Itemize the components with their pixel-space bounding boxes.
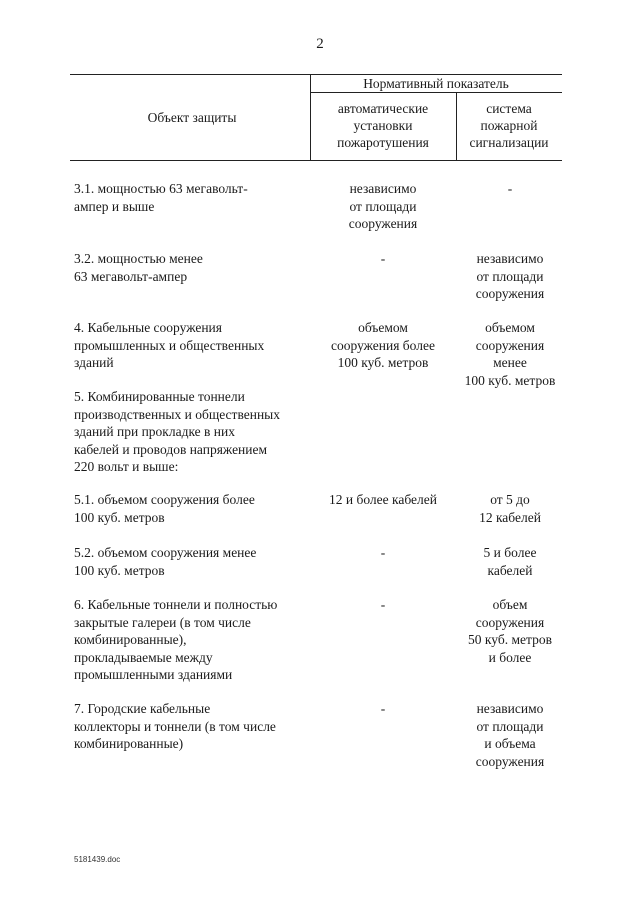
row-auto: - xyxy=(380,701,386,716)
row-object: 6. Кабельные тоннели и полностью закрытые галереи (в том числе комбинированные), прокладываемые между промышленными зданиями xyxy=(74,597,278,682)
row-alarm: 5 и более кабелей xyxy=(483,545,537,578)
row-alarm: объем сооружения 50 куб. метров и более xyxy=(468,597,552,665)
row-auto: независимо от площади сооружения xyxy=(348,181,418,231)
header-fire-alarm: система пожарной сигнализации xyxy=(469,101,549,150)
header-normative: Нормативный показатель xyxy=(363,76,509,91)
row-object: 7. Городские кабельные коллекторы и тоннели (в том числе комбинированные) xyxy=(74,701,276,751)
row-object: 5.2. объемом сооружения менее 100 куб. метров xyxy=(74,545,257,578)
header-auto-extinguishing: автоматические установки пожаротушения xyxy=(337,101,429,150)
row-alarm: независимо от площади сооружения xyxy=(475,251,545,301)
page-number: 2 xyxy=(316,36,324,52)
row-object: 3.2. мощностью менее 63 мегавольт-ампер xyxy=(74,251,203,284)
row-alarm: объемом сооружения менее 100 куб. метров xyxy=(464,320,556,388)
row-auto: - xyxy=(380,545,386,560)
row-auto: 12 и более кабелей xyxy=(329,492,437,507)
row-object: 3.1. мощностью 63 мегавольт- ампер и выше xyxy=(74,181,248,214)
row-object: 5. Комбинированные тоннели производственных и общественных зданий при прокладке в них кабелей и проводов напряжением 220 вольт и выше: xyxy=(74,389,281,474)
header-bottom-rule xyxy=(70,160,562,161)
row-auto: объемом сооружения более 100 куб. метров xyxy=(331,320,435,370)
row-alarm: - xyxy=(507,181,513,196)
row-object: 5.1. объемом сооружения более 100 куб. метров xyxy=(74,492,255,525)
row-alarm: от 5 до 12 кабелей xyxy=(479,492,541,525)
row-alarm: независимо от площади и объема сооружения xyxy=(475,701,545,769)
header-sub-rule xyxy=(310,92,562,93)
row-auto: - xyxy=(380,597,386,612)
document-filename: 5181439.doc xyxy=(74,855,121,864)
header-object: Объект защиты xyxy=(147,110,237,125)
row-object: 4. Кабельные сооружения промышленных и общественных зданий xyxy=(74,320,265,370)
row-auto: - xyxy=(380,251,386,266)
